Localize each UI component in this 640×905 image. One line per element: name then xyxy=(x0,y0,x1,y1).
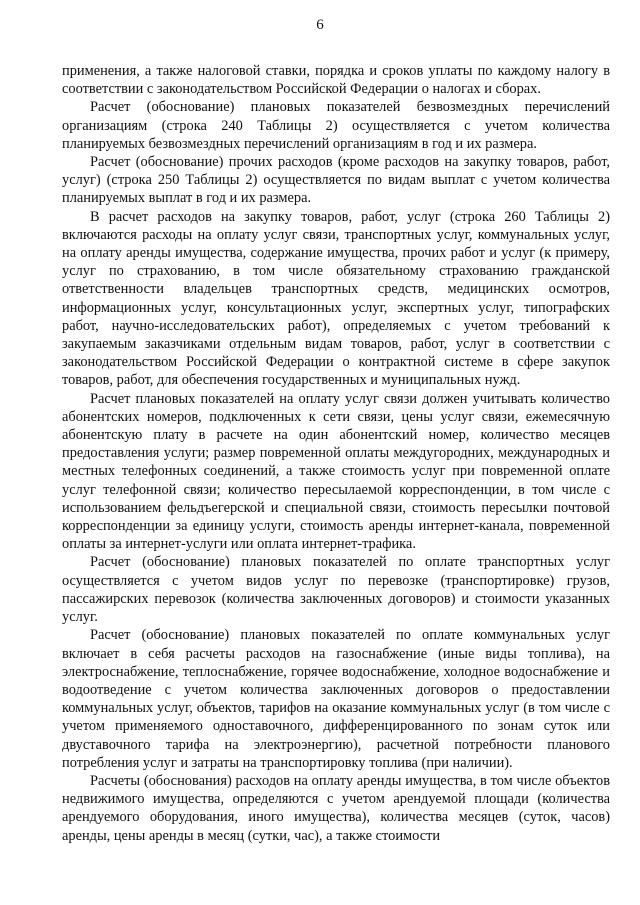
document-body xyxy=(62,62,610,845)
paragraph-grants-to-organizations: Расчет (обоснование) плановых показателей безвозмездных перечислений организациям (строка 240 Таблицы 2) осуществляется с учетом количества планируемых безвозмездных перечислений организациям в год и их размера. xyxy=(62,99,610,152)
paragraph-other-expenses: Расчет (обоснование) прочих расходов (кроме расходов на закупку товаров, работ, услуг) (строка 250 Таблицы 2) осуществляется по видам выплат с учетом количества планируемых выплат в год и их размера. xyxy=(62,154,610,207)
page-number: 6 xyxy=(316,17,324,33)
paragraph-utility-services: Расчет (обоснование) плановых показателей по оплате коммунальных услуг включает в себя расчеты расходов на газоснабжение (иные виды топлива), на электроснабжение, теплоснабжение, горячее водоснабжение, холодное водоснабжение и водоотведение с учетом количества заключенных договоров о предоставлении коммунальных услуг, объектов, тарифов на оказание коммунальных услуг (в том числе с учетом применяемого одноставочного, дифференцированного по зонам суток или двуставочного тарифа на электроэнергию), расчетной потребности планового потребления услуг и затраты на транспортировку топлива (при наличии). xyxy=(62,627,610,771)
paragraph-taxes-continued: применения, а также налоговой ставки, порядка и сроков уплаты по каждому налогу в соответствии с законодательством Российской Федерации о налогах и сборах. xyxy=(62,63,610,98)
paragraph-communication-services: Расчет плановых показателей на оплату услуг связи должен учитывать количество абонентских номеров, подключенных к сети связи, цены услуг связи, ежемесячную абонентскую плату в расчете на один абонентский номер, количество месяцев предоставления услуги; размер повременной оплаты междугородних, международных и местных телефонных соединений, а также стоимость услуг при повременной оплате услуг телефонной связи; количество пересылаемой корреспонденции, в том числе с использованием фельдъегерской и специальной связи, стоимость пересылки почтовой корреспонденции за единицу услуги, стоимость аренды интернет-канала, повременной оплаты за интернет-услуги или оплата интернет-трафика. xyxy=(62,390,610,553)
paragraph-transport-services: Расчет (обоснование) плановых показателей по оплате транспортных услуг осуществляется с учетом видов услуг по перевозке (транспортировке) грузов, пассажирских перевозок (количества заключенных договоров) и стоимости указанных услуг. xyxy=(62,554,610,626)
paragraph-property-rent: Расчеты (обоснования) расходов на оплату аренды имущества, в том числе объектов недвижимого имущества, определяются с учетом арендуемой площади (количества арендуемого оборудования, иного имущества), количества месяцев (суток, часов) аренды, цены аренды в месяц (сутки, час), а также стоимости xyxy=(62,772,610,844)
paragraph-procurement-expenses: В расчет расходов на закупку товаров, работ, услуг (строка 260 Таблицы 2) включаются расходы на оплату услуг связи, транспортных услуг, коммунальных услуг, на оплату аренды имущества, содержание имущества, прочих работ и услуг (к примеру, услуг по страхованию, в том числе обязательному страхованию гражданской ответственности владельцев транспортных средств, медицинских осмотров, информационных услуг, консультационных услуг, экспертных услуг, типографских работ, научно-исследовательских работ), определяемых с учетом требований к закупаемым заказчиками отдельным видам товаров, работ, услуг в соответствии с законодательством Российской Федерации о контрактной системе в сфере закупок товаров, работ, для обеспечения государственных и муниципальных нужд. xyxy=(62,208,610,389)
